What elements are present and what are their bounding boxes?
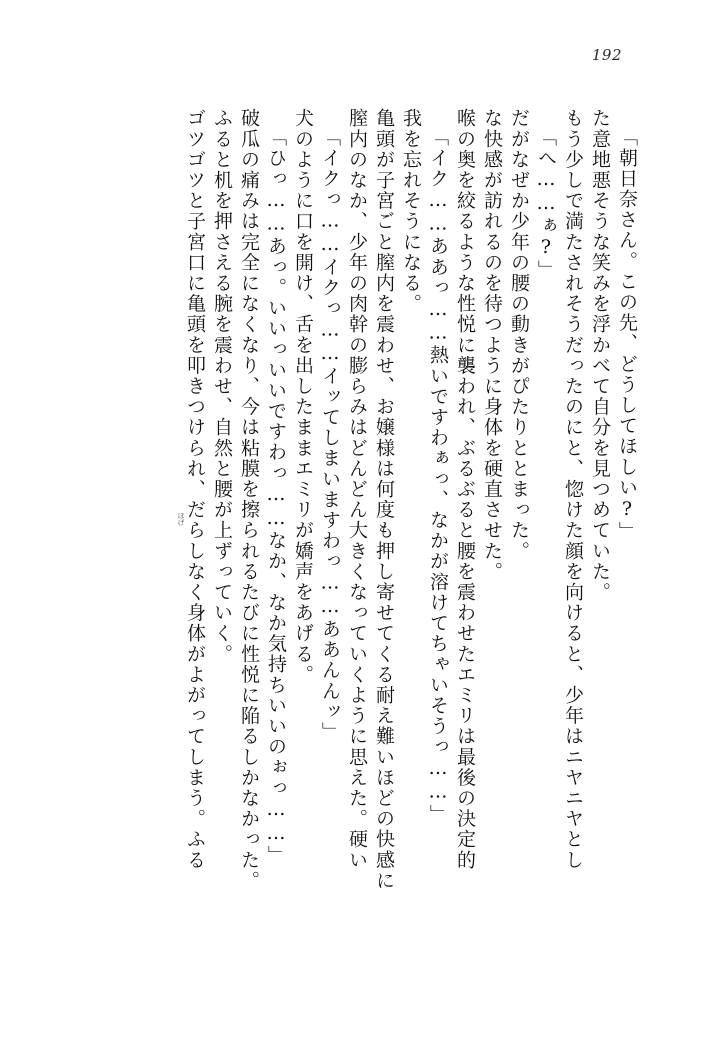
text-column: ふると机を押さえる腕を震わせ、自然と腰が上ずっていく。 [211, 108, 233, 665]
text-column: 「ひっ……あっ。いいっいいですわっ……なか、なか気持ちいいのぉっ……」 [265, 127, 287, 866]
page-number: 192 [591, 46, 622, 64]
text-column: 喉の奥を絞るような性悦に襲われ、ぶるぶると腰を震わせたエミリは最後の決定的 [454, 108, 476, 871]
text-column: 「イク……ああっ……熱いですわぁっ、なかが溶けてちゃいそうっ……」 [427, 127, 449, 825]
text-column: 膣内のなか、少年の肉幹の膨らみはどんどん大きくなっていくように思えた。硬い [346, 108, 368, 871]
text-column: 「イクっ……イクっ……イッてしまいますわっ……ああんんッ」 [319, 127, 341, 743]
text-column: 「朝日奈さん。この先、どうしてほしい?」 [616, 127, 638, 542]
text-column: 「へ……ぁ?」 [535, 127, 557, 281]
text-column: 亀頭が子宮ごと膣内を震わせ、お嬢様は何度も押し寄せてくる耐え難いほどの快感に [373, 108, 395, 891]
text-column: ゴツゴツと子宮口に亀頭を叩きつけられ、だらしなく身体がよがってしまう。ふる [184, 108, 206, 871]
margin-note: ほげ [177, 512, 185, 526]
text-column: だがなぜか少年の腰の動きがぴたりととまった。 [508, 108, 530, 562]
text-column: 犬のように口を開け、舌を出したままエミリが嬌声をあげる。 [292, 108, 314, 685]
vertical-text-body [177, 108, 636, 968]
text-column: な快感が訪れるのを待つように身体を硬直させた。 [481, 108, 503, 582]
text-column: 破瓜の痛みは完全になくなり、今は粘膜を擦られるたびに性悦に陥るしかなかった。 [238, 108, 260, 891]
text-column: 我を忘れそうになる。 [400, 108, 422, 314]
text-column: もう少しで満たされそうだったのにと、惚けた顔を向けると、少年はニヤニヤとし [562, 108, 584, 871]
text-column: た意地悪そうな笑みを浮かべて自分を見つめていた。 [589, 108, 611, 603]
